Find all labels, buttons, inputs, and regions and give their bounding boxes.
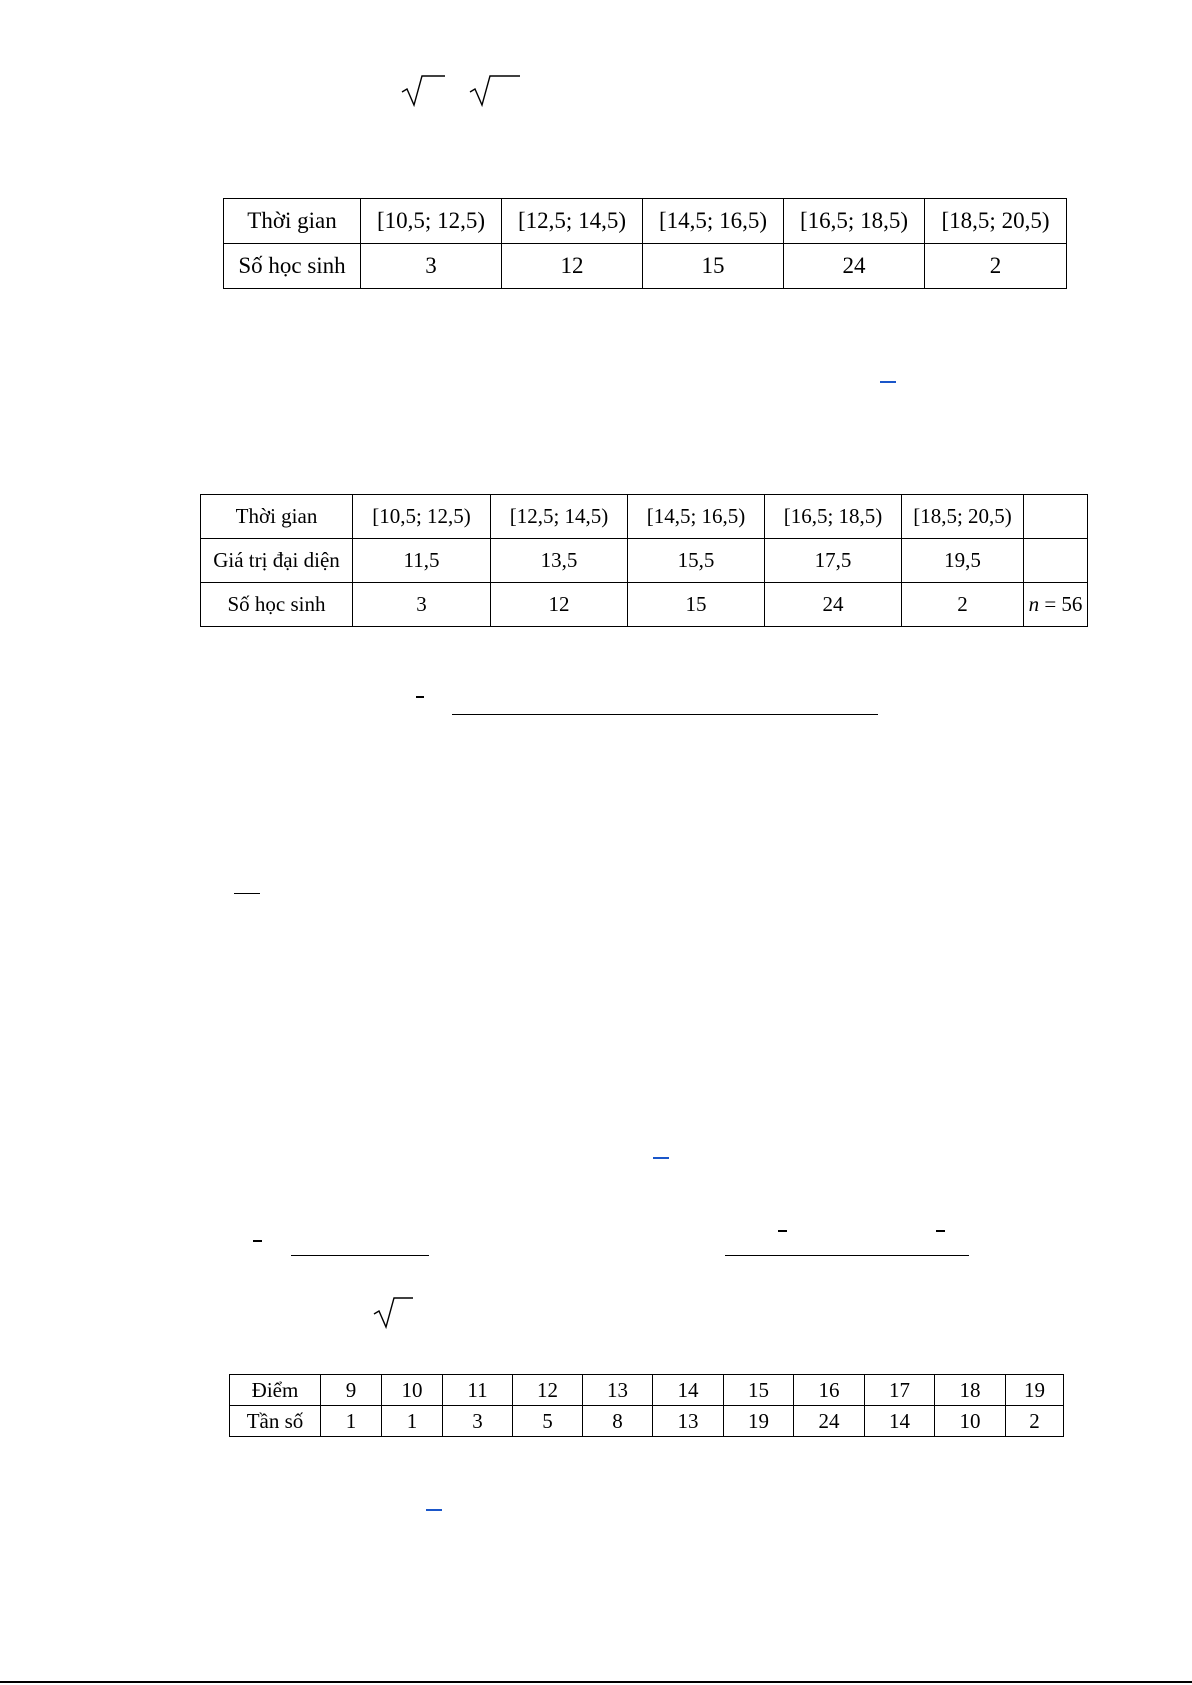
frequency-cell: 8 [583,1406,653,1437]
frequency-table-1 [223,198,1067,289]
interval-cell: [18,5; 20,5) [902,495,1024,539]
frequency-cell: 1 [321,1406,382,1437]
score-cell: 18 [935,1375,1006,1406]
table-row [201,583,1088,627]
score-cell: 16 [794,1375,865,1406]
overline-mark [936,1230,945,1232]
overline-mark [234,893,260,894]
frequency-cell: 19 [724,1406,794,1437]
overline-link-mark[interactable] [880,381,896,383]
table-row [201,539,1088,583]
table-header-cell: Số học sinh [201,583,353,627]
count-cell: 3 [361,244,502,289]
interval-cell: [14,5; 16,5) [643,199,784,244]
empty-cell [1024,495,1088,539]
table-header-cell: Số học sinh [224,244,361,289]
score-cell: 17 [865,1375,935,1406]
score-frequency-table [229,1374,1064,1437]
count-cell: 15 [628,583,765,627]
table-row [224,244,1067,289]
table-header-cell: Tần số [230,1406,321,1437]
score-cell: 19 [1006,1375,1064,1406]
score-cell: 14 [653,1375,724,1406]
count-cell: 24 [784,244,925,289]
n-value: = 56 [1044,592,1083,616]
score-cell: 11 [443,1375,513,1406]
midpoint-cell: 11,5 [353,539,491,583]
table-row [230,1375,1064,1406]
frequency-cell: 24 [794,1406,865,1437]
frequency-cell: 10 [935,1406,1006,1437]
table-row [230,1406,1064,1437]
interval-cell: [18,5; 20,5) [925,199,1067,244]
score-cell: 13 [583,1375,653,1406]
empty-cell [1024,539,1088,583]
fraction-bar [291,1255,429,1256]
count-cell: 15 [643,244,784,289]
midpoint-cell: 19,5 [902,539,1024,583]
table-row [201,495,1088,539]
overline-link-mark[interactable] [653,1157,669,1159]
overline-mark [416,696,424,698]
table-header-cell: Điểm [230,1375,321,1406]
n-symbol: n [1028,592,1040,616]
overline-mark [778,1230,787,1232]
count-cell: 2 [902,583,1024,627]
interval-cell: [12,5; 14,5) [491,495,628,539]
interval-cell: [12,5; 14,5) [502,199,643,244]
page-bottom-border [0,1681,1192,1683]
overline-link-mark[interactable] [426,1509,442,1511]
count-cell: 3 [353,583,491,627]
frequency-cell: 1 [382,1406,443,1437]
fraction-bar [725,1255,969,1256]
table-header-cell: Thời gian [201,495,353,539]
count-cell: 12 [491,583,628,627]
fraction-bar [452,714,878,715]
square-root-symbol [468,74,523,108]
score-cell: 10 [382,1375,443,1406]
table-header-cell: Thời gian [224,199,361,244]
overline-mark [253,1240,262,1242]
table-row [224,199,1067,244]
midpoint-cell: 17,5 [765,539,902,583]
count-cell: 2 [925,244,1067,289]
square-root-symbol [372,1296,416,1330]
square-root-symbol [400,74,450,108]
count-cell: 24 [765,583,902,627]
frequency-cell: 3 [443,1406,513,1437]
interval-cell: [10,5; 12,5) [353,495,491,539]
sample-size-cell [1024,583,1088,627]
interval-cell: [14,5; 16,5) [628,495,765,539]
midpoint-cell: 13,5 [491,539,628,583]
frequency-cell: 5 [513,1406,583,1437]
frequency-table-2 [200,494,1088,627]
frequency-cell: 14 [865,1406,935,1437]
interval-cell: [16,5; 18,5) [765,495,902,539]
score-cell: 12 [513,1375,583,1406]
interval-cell: [10,5; 12,5) [361,199,502,244]
table-header-cell: Giá trị đại diện [201,539,353,583]
frequency-cell: 13 [653,1406,724,1437]
interval-cell: [16,5; 18,5) [784,199,925,244]
frequency-cell: 2 [1006,1406,1064,1437]
score-cell: 15 [724,1375,794,1406]
count-cell: 12 [502,244,643,289]
score-cell: 9 [321,1375,382,1406]
midpoint-cell: 15,5 [628,539,765,583]
